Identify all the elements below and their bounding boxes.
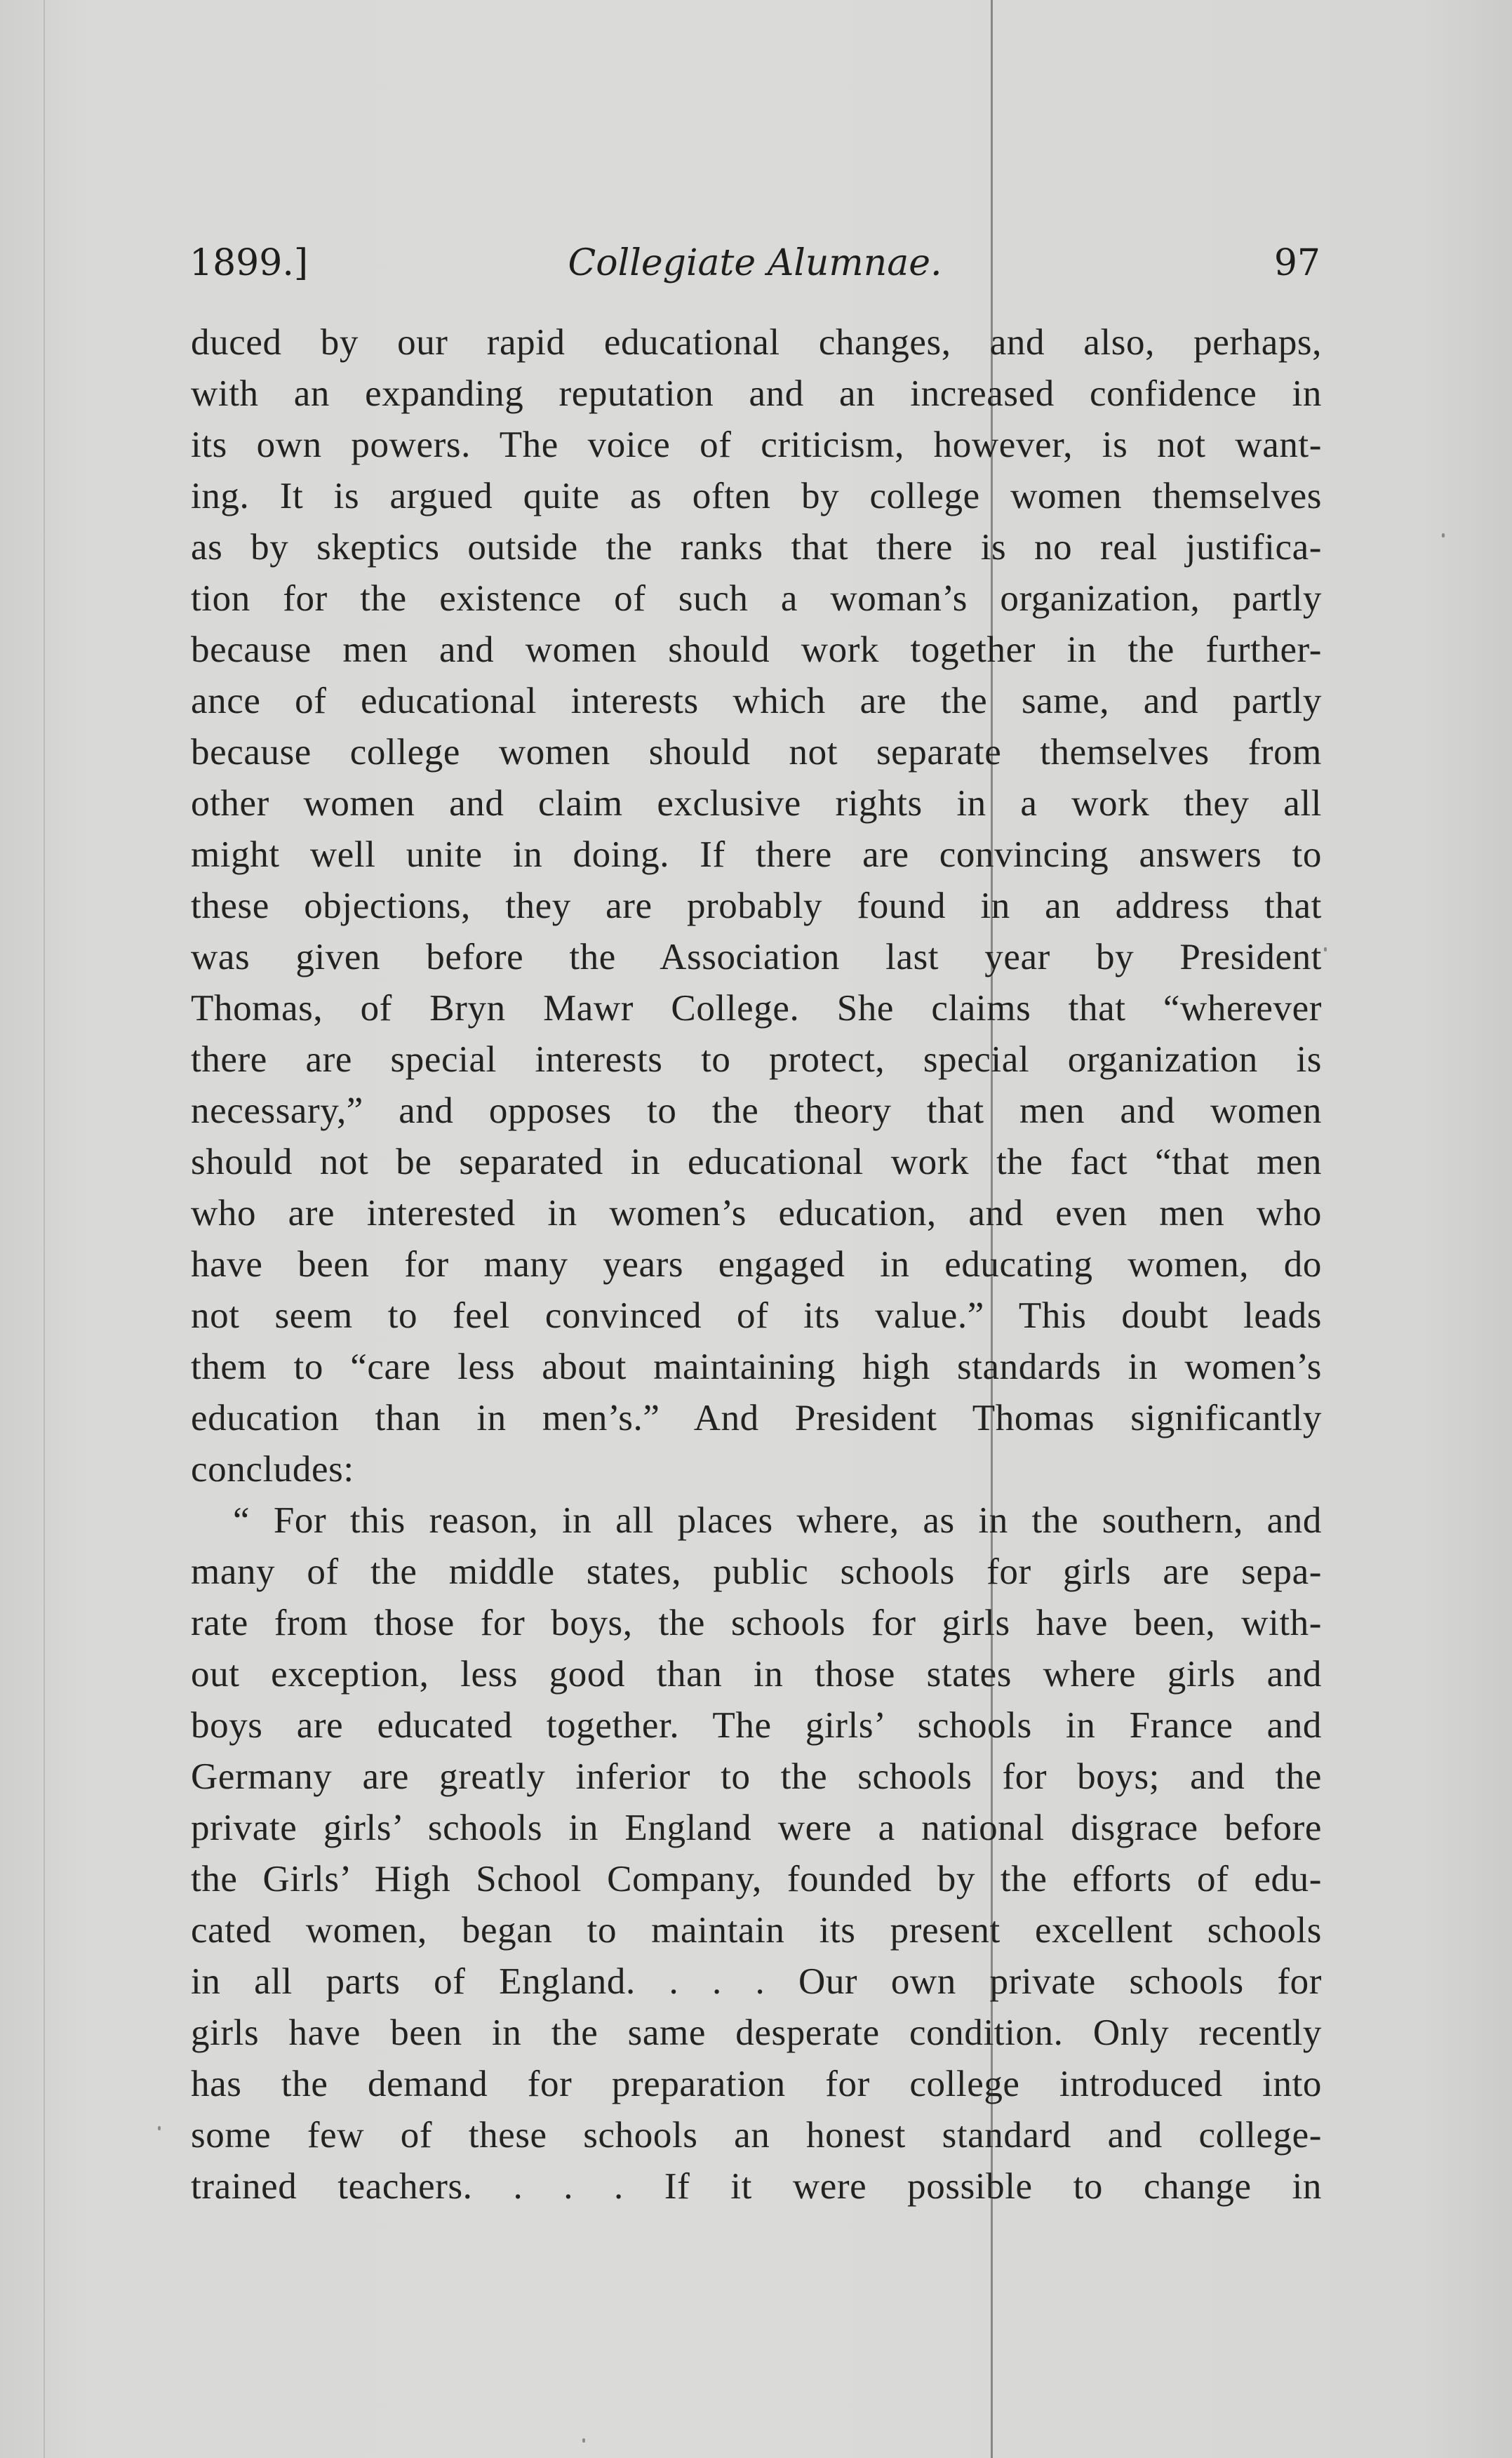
scan-speck	[158, 2126, 161, 2130]
text-line: tion for the existence of such a woman’s organization, partly	[191, 578, 1322, 619]
body-text	[191, 317, 1322, 2212]
scan-speck	[582, 2438, 585, 2443]
text-line: because men and women should work together in the further-	[191, 629, 1322, 670]
text-line: cated women, began to maintain its present excellent schools	[191, 1910, 1322, 1951]
text-line: the Girls’ High School Company, founded by the efforts of edu-	[191, 1859, 1322, 1899]
text-line: was given before the Association last year by President	[191, 937, 1322, 977]
text-line: should not be separated in educational work the fact “that men	[191, 1142, 1322, 1182]
page-fold-line	[44, 0, 45, 2458]
text-line: trained teachers. . . . If it were possible to change in	[191, 2166, 1322, 2207]
text-line: who are interested in women’s education, and even men who	[191, 1193, 1322, 1234]
running-header	[189, 242, 1320, 291]
scan-speck	[1442, 533, 1445, 537]
text-line: necessary,” and opposes to the theory that men and women	[191, 1090, 1322, 1131]
text-line: some few of these schools an honest standard and college-	[191, 2115, 1322, 2156]
header-year: 1899.]	[189, 242, 309, 284]
header-page-number: 97	[1273, 242, 1320, 284]
text-line: Thomas, of Bryn Mawr College. She claims that “wherever	[191, 988, 1322, 1029]
text-line: ance of educational interests which are the same, and partly	[191, 681, 1322, 721]
text-line: not seem to feel convinced of its value.” This doubt leads	[191, 1295, 1322, 1336]
text-line: because college women should not separate themselves from	[191, 732, 1322, 773]
text-line: these objections, they are probably found in an address that	[191, 886, 1322, 926]
text-line: Germany are greatly inferior to the schools for boys; and the	[191, 1756, 1322, 1797]
scan-speck	[1324, 947, 1327, 951]
text-line: boys are educated together. The girls’ schools in France and	[191, 1705, 1322, 1746]
text-line: have been for many years engaged in educating women, do	[191, 1244, 1322, 1285]
text-line: there are special interests to protect, special organization is	[191, 1039, 1322, 1080]
text-line: them to “care less about maintaining high standards in women’s	[191, 1347, 1322, 1387]
paragraph-1	[191, 317, 1322, 1495]
text-line: concludes:	[191, 1449, 354, 1490]
text-line: in all parts of England. . . . Our own private schools for	[191, 1961, 1322, 2002]
text-line: duced by our rapid educational changes, and also, perhaps,	[191, 322, 1322, 363]
text-line: other women and claim exclusive rights in a work they all	[191, 783, 1322, 824]
text-line: rate from those for boys, the schools for girls have been, with-	[191, 1603, 1322, 1643]
text-line: “ For this reason, in all places where, as in the southern, and	[233, 1500, 1322, 1541]
text-line: ing. It is argued quite as often by college women themselves	[191, 476, 1322, 516]
text-line: as by skeptics outside the ranks that there is no real justifica-	[191, 527, 1322, 568]
text-line: out exception, less good than in those states where girls and	[191, 1654, 1322, 1695]
header-journal-title: Collegiate Alumnae.	[568, 242, 942, 284]
paragraph-2-quotation	[191, 1495, 1322, 2212]
text-line: many of the middle states, public schools for girls are sepa-	[191, 1551, 1322, 1592]
text-line: its own powers. The voice of criticism, however, is not want-	[191, 425, 1322, 465]
text-line: has the demand for preparation for college introduced into	[191, 2064, 1322, 2104]
text-line: girls have been in the same desperate condition. Only recently	[191, 2012, 1322, 2053]
text-line: might well unite in doing. If there are convincing answers to	[191, 834, 1322, 875]
text-line: education than in men’s.” And President Thomas significantly	[191, 1398, 1322, 1438]
text-line: private girls’ schools in England were a national disgrace before	[191, 1808, 1322, 1848]
text-line: with an expanding reputation and an increased confidence in	[191, 373, 1322, 414]
